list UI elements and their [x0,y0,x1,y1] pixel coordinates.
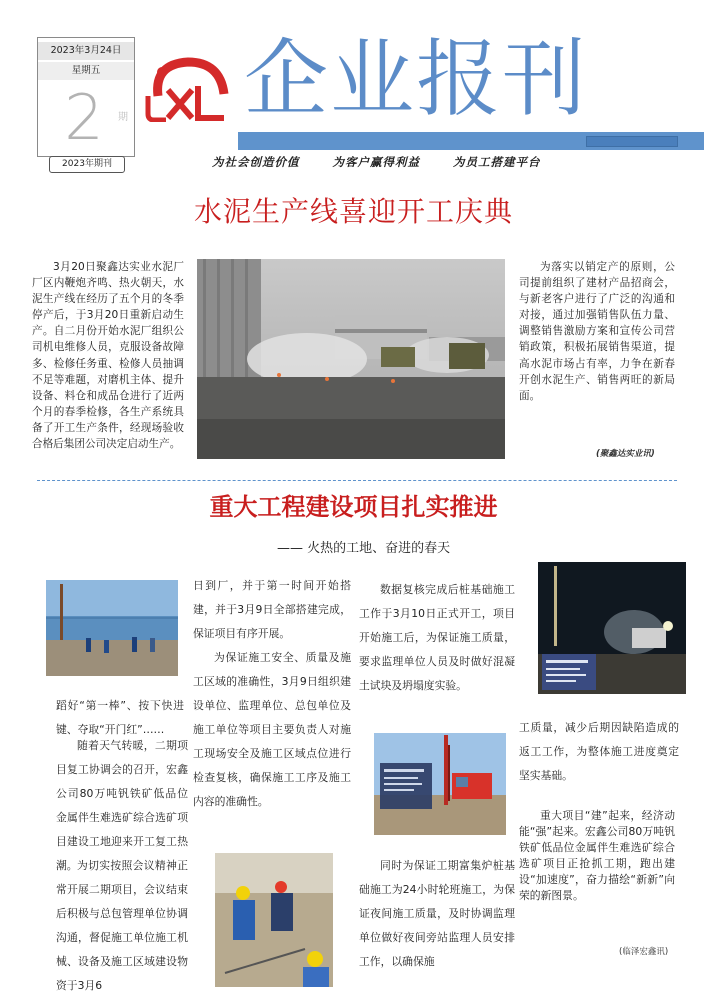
article2-col1-paragraph1: 随着天气转暖，二期项目复工协调会的召开，宏鑫公司80万吨钒铁矿低品位金属伴生难选矿综合选矿项目建设工地迎来开工复工热潮。 [56,739,188,872]
slogan: 为社会创造价值 为客户赢得利益 为员工搭建平台 [212,155,541,169]
workers-site-photo [215,853,333,987]
article2-credit: (临泽宏鑫讯) [619,947,669,957]
title-bar-plate [586,136,678,147]
year-issue-tag: 2023年期刊 [49,156,125,173]
article2-headline: 重大工程建设项目扎实推进 [209,493,498,521]
cement-plant-photo [197,259,505,459]
title-bar [238,132,704,150]
paper-title: 企业报刊 [244,30,589,128]
article2-col3-paragraph2: 同时为保证工期富集炉桩基础施工为24小时轮班施工，为保证夜间施工质量，及时协调监理单位做好夜间旁站监理人员安排工作，以确保施 [359,859,515,968]
article1-headline: 水泥生产线喜迎开工庆典 [193,195,513,228]
article2-subheadline: —— 火热的工地、奋进的春天 [277,541,451,556]
article2-col4-paragraph1: 工质量，减少后期因缺陷造成的返工工作，为整体施工进度奠定坚实基础。 [519,721,679,782]
issue-unit: 期 [118,112,128,123]
article2-col1-intro: 蹈好“第一棒”、按下快进键、夺取“开门红”…… [56,699,184,736]
article1-paragraph-right: 为落实以销定产的原则，公司提前组织了建材产品招商会，与新老客户进行了广泛的沟通和对接，通过加强销售队伍力量、调整销售激励方案和宣传公司营销政策，积极拓展销售渠道，提高水泥市场占有率，力争在新春开创水泥生产、销售两旺的新局面。 [519,261,675,402]
issue-weekday: 星期五 [38,62,134,80]
company-logo-icon [140,56,230,122]
section-divider [37,480,677,481]
article2-col4-paragraph2: 重大项目“建”起来，经济动能“强”起来。宏鑫公司80万吨钒铁矿低品位金属伴生难选矿综合选矿项目正抢抓工期，跑出建设“加速度”，奋力描绘“新新”向荣的新图景。 [519,809,675,902]
night-construction-photo [538,562,686,694]
article2-col2-paragraph1: 日到厂，并于第一时间开始搭建，并于3月9日全部搭建完成，保证项目有序开展。 [193,579,351,640]
worksite-fence-photo [46,580,178,676]
article2-col2-paragraph2: 为保证施工安全、质量及施工区域的准确性，3月9日组织建设单位、监理单位、总包单位及施工单位等项目主要负责人对施工现场安全及施工区域点位进行检查复核，确保施工工序及施工内容的准确性。 [193,651,351,808]
article1-credit: (聚鑫达实业讯) [596,449,655,459]
issue-date-box [37,37,135,157]
article2-col1-paragraph2: 为切实按照会议精神正常开展二期项目，会议结束后积极与总包管理单位协调沟通，督促施工单位施工机械、设备及施工区域建设物资于3月6 [56,859,188,992]
article1-paragraph-left: 3月20日聚鑫达实业水泥厂厂区内鞭炮齐鸣、热火朝天，水泥生产线在经历了五个月的冬季停产后，于3月20日重新启动生产。自二月份开始水泥厂组织公司机电维修人员，克服设备故障多、检修任务重、检修人员抽调不足等难题，对磨机主体、提升设备、料仓和成品仓进行了近两个月的春季检修，各生产系统具备了开工生产条件，经现场验收合格后集团公司决定启动生产。 [32,261,184,451]
article2-col3-paragraph1: 数据复核完成后桩基础施工工作于3月10日正式开工，项目开始施工后，为保证施工质量，要求监理单位人员及时做好混凝土试块及坍塌度实验。 [359,583,515,692]
pile-driver-photo [374,733,506,835]
issue-date: 2023年3月24日 [38,42,134,60]
issue-number: 2 [64,81,104,154]
